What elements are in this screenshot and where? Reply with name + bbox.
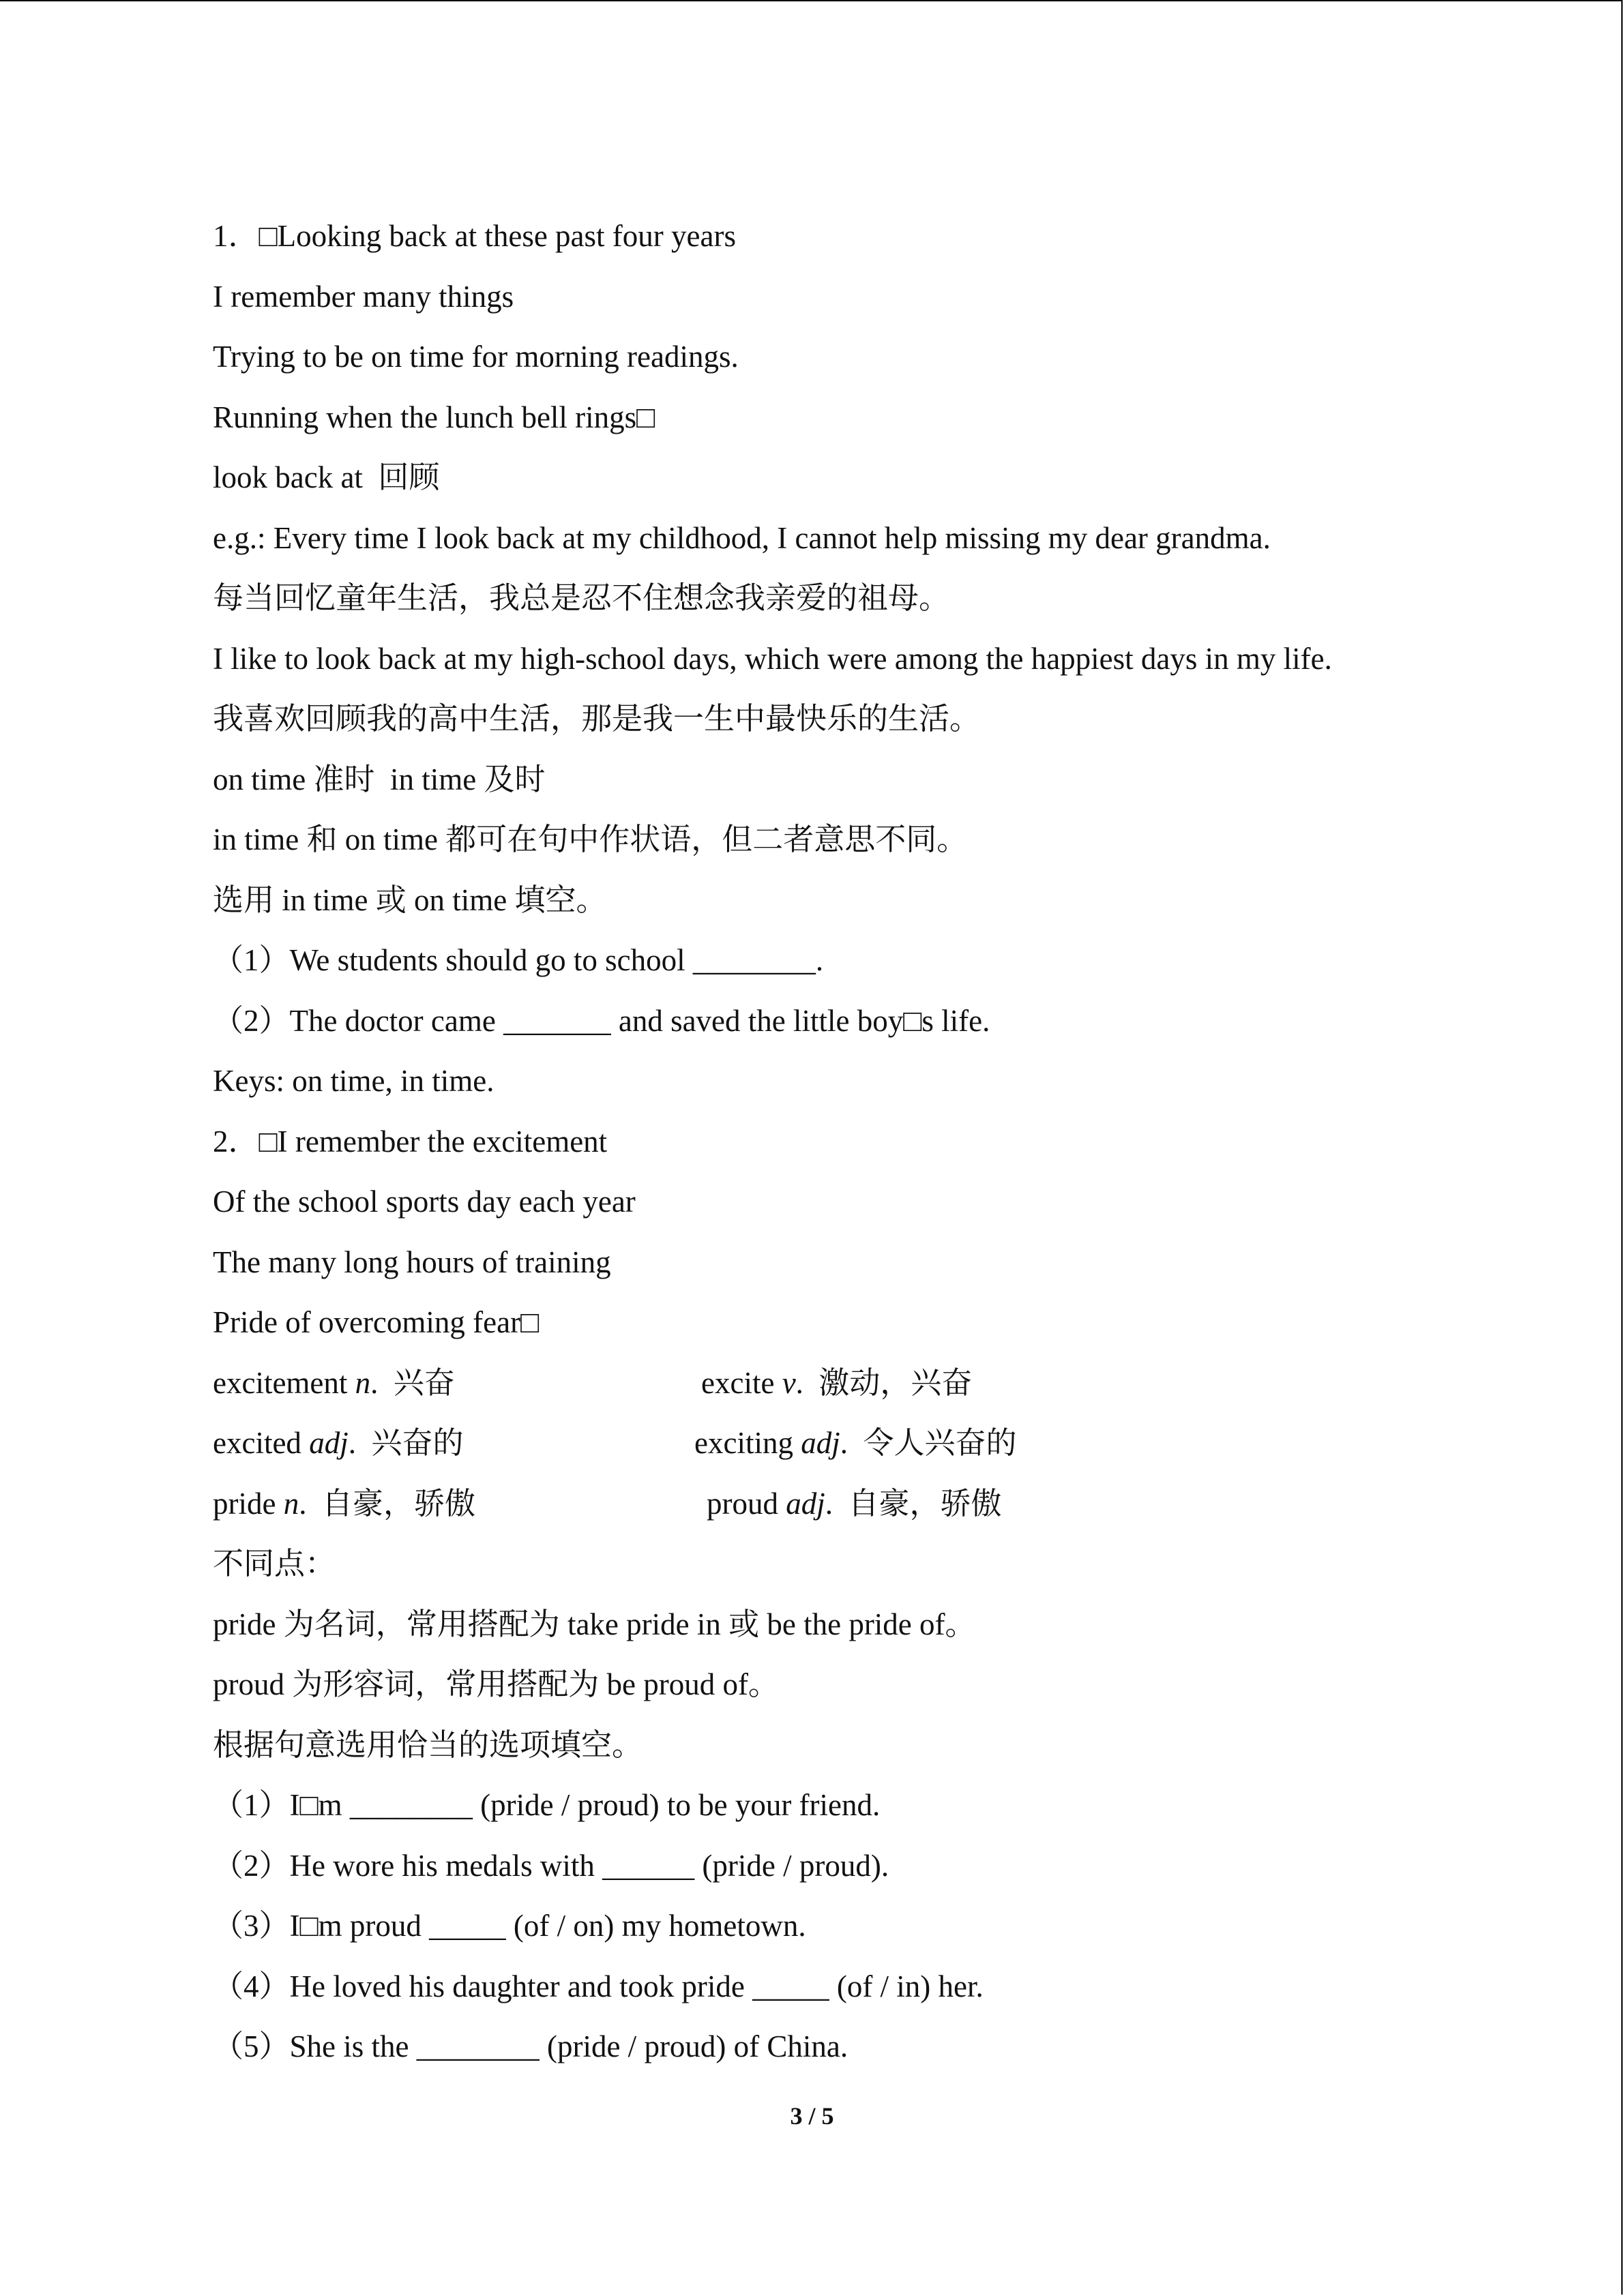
exercise-item: （5）She is the ________ (pride / proud) of China. <box>213 2029 848 2064</box>
text-line: e.g.: Every time I look back at my childhood, I cannot help missing my dear grandma. <box>213 520 1271 555</box>
text-line: on time 准时 in time 及时 <box>213 762 546 796</box>
text-line: 根据句意选用恰当的选项填空。 <box>213 1727 643 1762</box>
part-of-speech: v <box>782 1365 796 1400</box>
part-of-speech: n <box>355 1365 371 1400</box>
vocab-meaning: . 兴奋 <box>370 1365 455 1400</box>
vocab-word: excite <box>701 1365 782 1400</box>
document-body <box>213 206 1509 2077</box>
text-line: Trying to be on time for morning readings. <box>213 340 739 374</box>
text-line: 选用 in time 或 on time 填空。 <box>213 882 607 917</box>
vocab-entry <box>213 1485 701 1522</box>
exercise-item: （2）He wore his medals with ______ (pride / proud). <box>213 1848 889 1883</box>
vocab-meaning: . 兴奋的 <box>348 1426 464 1461</box>
vocab-word: excited <box>213 1426 310 1461</box>
page-number: 3 / 5 <box>790 2102 834 2130</box>
text-line: in time 和 on time 都可在句中作状语，但二者意思不同。 <box>213 822 968 857</box>
vocab-row <box>213 1413 1509 1474</box>
text-line: pride 为名词，常用搭配为 take pride in 或 be the pride of。 <box>213 1607 976 1641</box>
part-of-speech: adj <box>801 1426 840 1461</box>
text-line: 我喜欢回顾我的高中生活，那是我一生中最快乐的生活。 <box>213 702 981 736</box>
text-line: Pride of overcoming fear□ <box>213 1305 540 1340</box>
text-line: look back at 回顾 <box>213 460 440 495</box>
answer-keys: Keys: on time, in time. <box>213 1064 494 1099</box>
exercise-item: （1）I□m ________ (pride / proud) to be your friend. <box>213 1788 881 1823</box>
text-line: Of the school sports day each year <box>213 1184 636 1219</box>
part-of-speech: n <box>283 1486 299 1521</box>
vocab-entry <box>707 1485 1002 1522</box>
vocab-entry <box>694 1425 1017 1461</box>
vocab-meaning: . 自豪，骄傲 <box>825 1486 1002 1521</box>
text-line: 2．□I remember the excitement <box>213 1124 608 1159</box>
text-line: 不同点： <box>213 1547 336 1581</box>
text-line: proud 为形容词，常用搭配为 be proud of。 <box>213 1667 779 1702</box>
vocab-row <box>213 1474 1509 1534</box>
part-of-speech: adj <box>786 1486 825 1521</box>
vocab-meaning: . 激动，兴奋 <box>795 1365 973 1400</box>
text-line: I like to look back at my high-school days, which were among the happiest days in my life. <box>213 641 1332 676</box>
exercise-item: （2）The doctor came _______ and saved the little boy□s life. <box>213 1003 990 1038</box>
vocab-meaning: . 令人兴奋的 <box>840 1426 1017 1461</box>
exercise-item: （1）We students should go to school ________. <box>213 943 824 978</box>
vocab-word: proud <box>707 1486 786 1521</box>
vocab-word: pride <box>213 1486 284 1521</box>
exercise-item: （4）He loved his daughter and took pride _____ (of / in) her. <box>213 1969 984 2003</box>
vocab-word: excitement <box>213 1365 355 1400</box>
vocab-entry <box>701 1365 972 1401</box>
text-line: I remember many things <box>213 279 514 314</box>
text-line: Running when the lunch bell rings□ <box>213 400 655 434</box>
text-line: 1．□Looking back at these past four years <box>213 219 736 254</box>
vocab-meaning: . 自豪，骄傲 <box>299 1486 475 1521</box>
exercise-item: （3）I□m proud _____ (of / on) my hometown. <box>213 1909 806 1943</box>
text-line: 每当回忆童年生活，我总是忍不住想念我亲爱的祖母。 <box>213 581 950 616</box>
part-of-speech: adj <box>309 1426 349 1461</box>
text-line: The many long hours of training <box>213 1244 611 1279</box>
vocab-entry <box>213 1425 701 1461</box>
vocab-entry <box>213 1365 701 1401</box>
vocab-row <box>213 1353 1509 1414</box>
vocab-word: exciting <box>694 1426 801 1461</box>
